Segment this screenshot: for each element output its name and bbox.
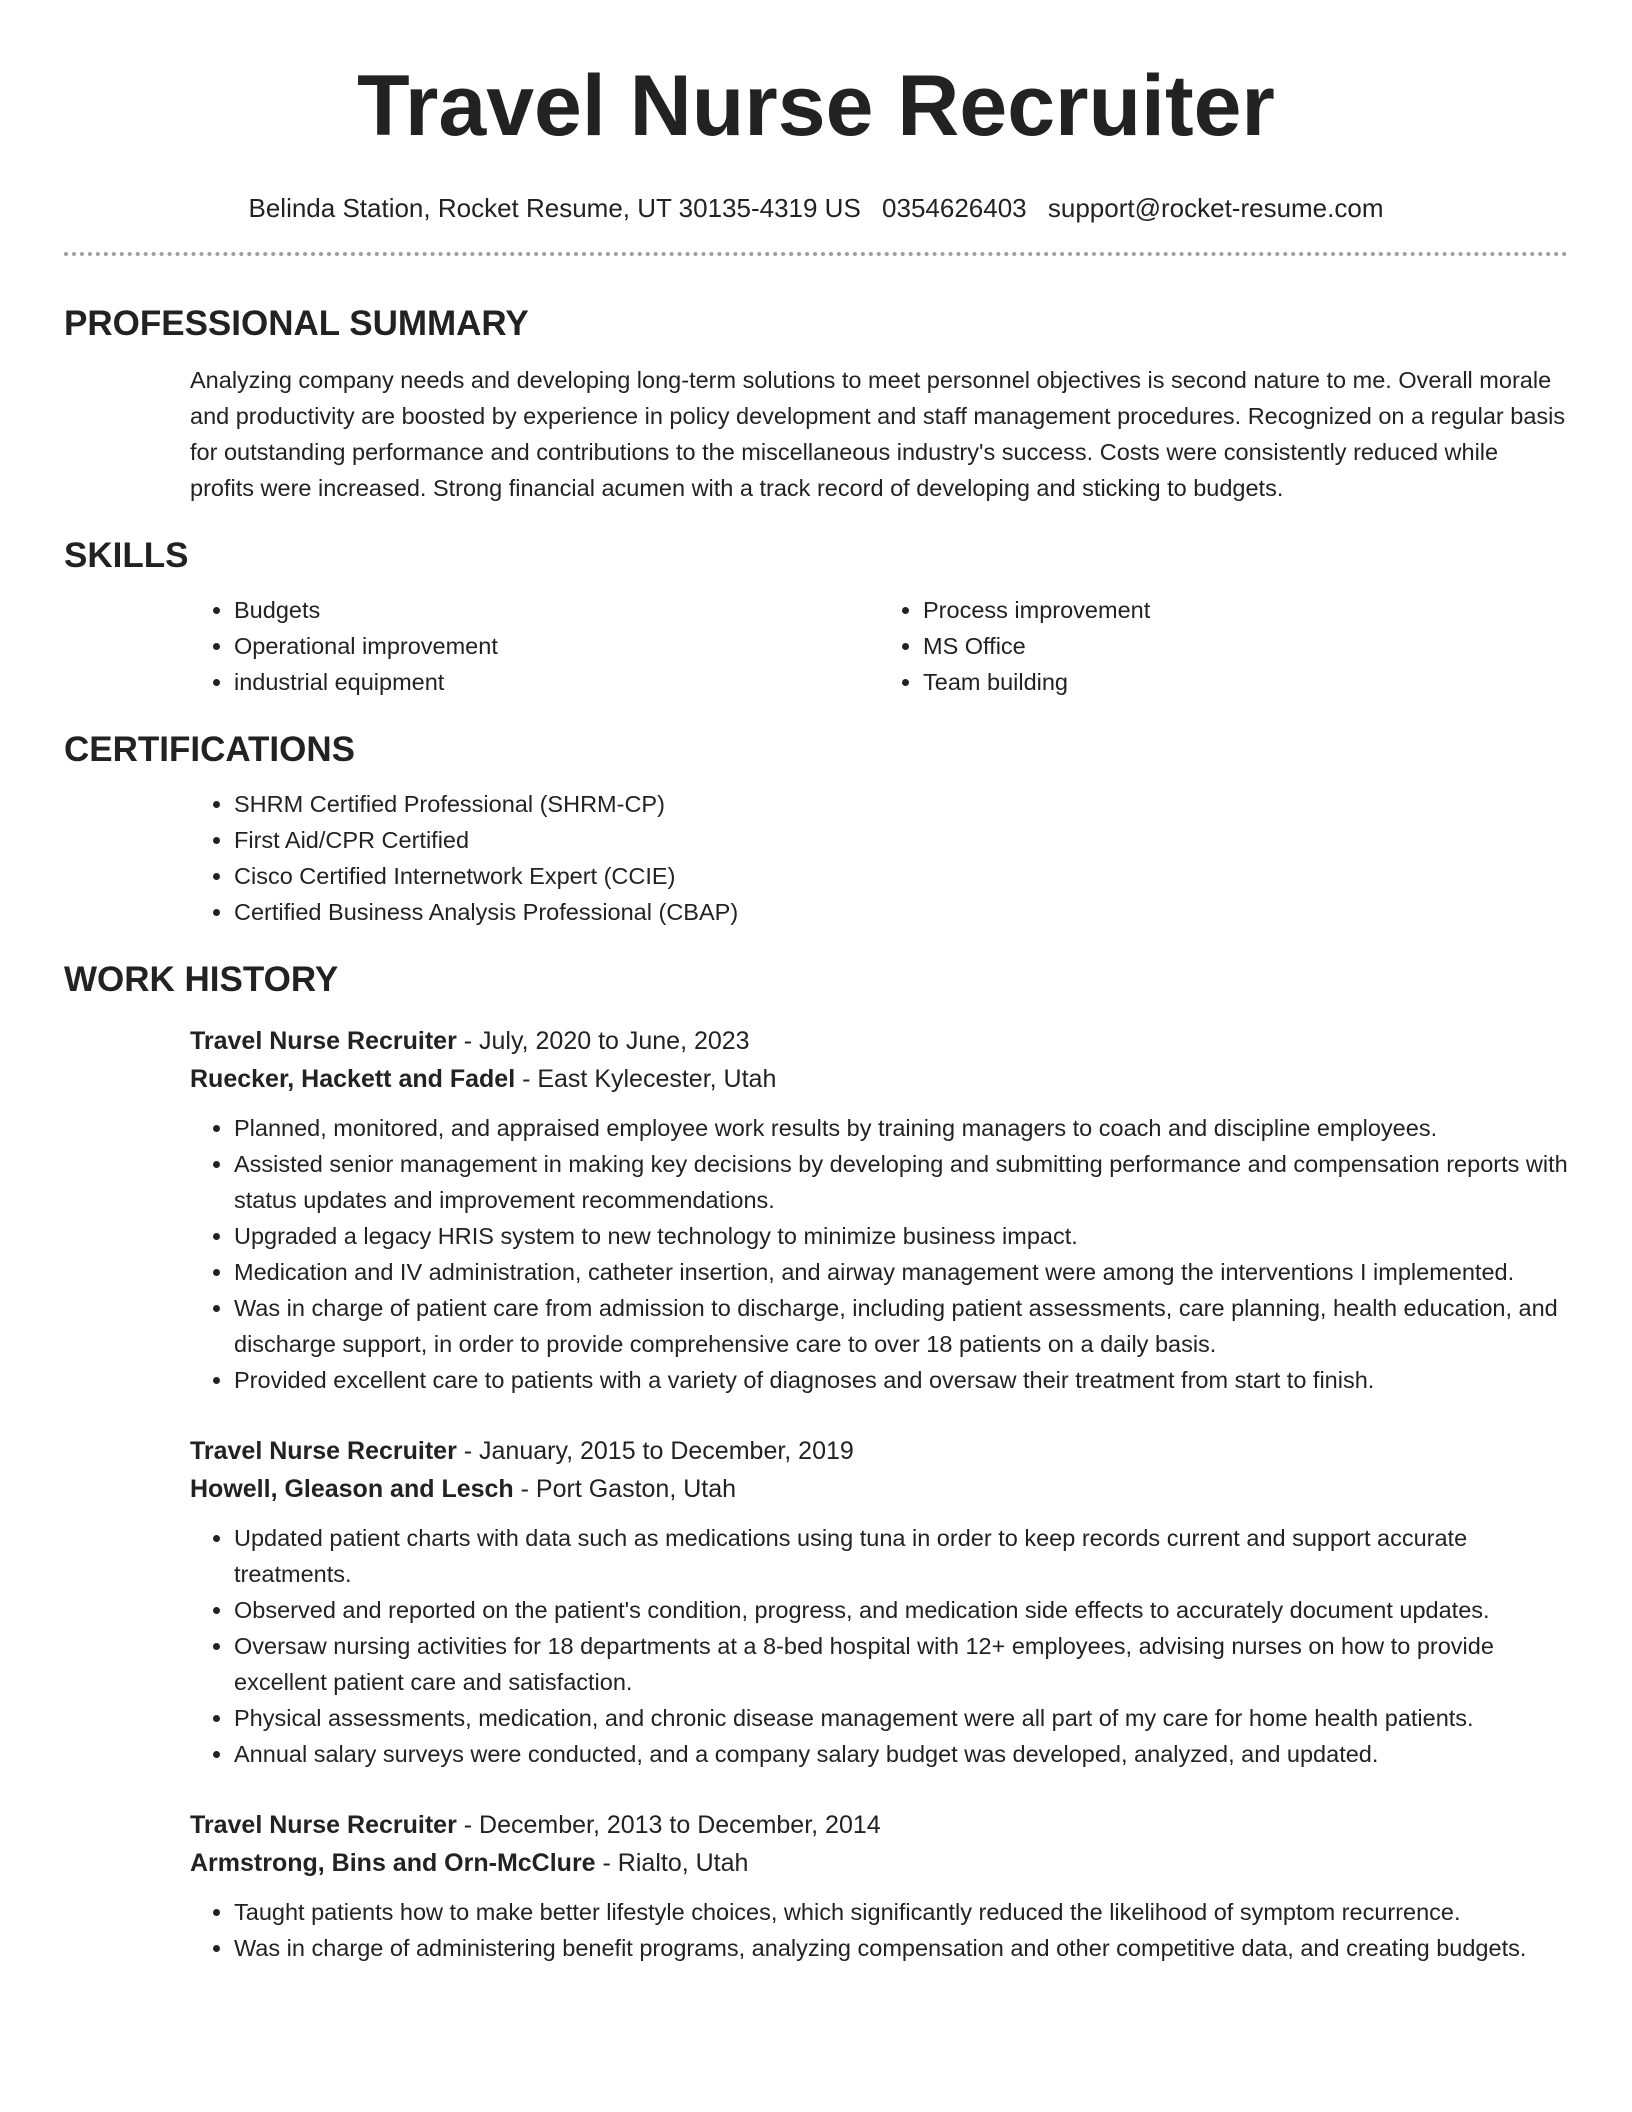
job-bullet: • Was in charge of administering benefit programs, analyzing compensation and other competitive data, and creating budgets. [234, 1930, 1568, 1966]
job-role: Travel Nurse Recruiter [190, 1811, 457, 1839]
job-bullets [190, 1110, 1568, 1398]
job-bullet: • Assisted senior management in making key decisions by developing and submitting performance and compensation reports with status updates and improvement recommendations. [234, 1146, 1568, 1218]
skill-item: • Team building [923, 664, 1568, 700]
job-bullet: • Updated patient charts with data such as medications using tuna in order to keep records current and support accurate treatments. [234, 1520, 1568, 1592]
certification-item: • Cisco Certified Internetwork Expert (CCIE) [234, 858, 1568, 894]
skill-item: • MS Office [923, 628, 1568, 664]
contact-email: support@rocket-resume.com [1047, 193, 1384, 223]
skills-list-left [190, 592, 879, 700]
job-company-line [190, 1844, 1568, 1882]
job-bullets [190, 1894, 1568, 1966]
certification-item: • First Aid/CPR Certified [234, 822, 1568, 858]
certification-item: • SHRM Certified Professional (SHRM-CP) [234, 786, 1568, 822]
job-location: - East Kylecester, Utah [515, 1065, 777, 1093]
job-bullet: • Medication and IV administration, catheter insertion, and airway management were among the interventions I implemented. [234, 1254, 1568, 1290]
skills-list-right [879, 592, 1568, 700]
job-bullet: • Observed and reported on the patient's condition, progress, and medication side effects to accurately document updates. [234, 1592, 1568, 1628]
certification-item: • Certified Business Analysis Professional (CBAP) [234, 894, 1568, 930]
job-bullet: • Physical assessments, medication, and chronic disease management were all part of my care for home health patients. [234, 1700, 1568, 1736]
job-title-line [190, 1432, 1568, 1470]
header-divider [64, 252, 1568, 256]
contact-address: Belinda Station, Rocket Resume, UT 30135-4319 US [248, 193, 861, 223]
job-bullet: • Oversaw nursing activities for 18 departments at a 8-bed hospital with 12+ employees, advising nurses on how to provide excellent patient care and satisfaction. [234, 1628, 1568, 1700]
job-bullet: • Planned, monitored, and appraised employee work results by training managers to coach and discipline employees. [234, 1110, 1568, 1146]
skill-item: • Process improvement [923, 592, 1568, 628]
job-company-line [190, 1060, 1568, 1098]
skill-item: • Budgets [234, 592, 879, 628]
job-company: Ruecker, Hackett and Fadel [190, 1065, 516, 1093]
summary-heading: PROFESSIONAL SUMMARY [64, 304, 529, 343]
contact-line [64, 192, 1568, 224]
job-bullet: • Annual salary surveys were conducted, and a company salary budget was developed, analyzed, and updated. [234, 1736, 1568, 1772]
skills-grid [190, 592, 1568, 700]
job-entry [190, 1022, 1568, 1398]
job-dates: - July, 2020 to June, 2023 [456, 1027, 750, 1055]
skill-item: • industrial equipment [234, 664, 879, 700]
job-dates: - January, 2015 to December, 2019 [456, 1437, 854, 1465]
job-bullets [190, 1520, 1568, 1772]
job-bullet: • Upgraded a legacy HRIS system to new technology to minimize business impact. [234, 1218, 1568, 1254]
skill-item: • Operational improvement [234, 628, 879, 664]
job-bullet: • Was in charge of patient care from admission to discharge, including patient assessments, care planning, health education, and discharge support, in order to provide comprehensive care to over 18 patients on a daily basis. [234, 1290, 1568, 1362]
job-entry [190, 1806, 1568, 1966]
job-location: - Port Gaston, Utah [513, 1475, 737, 1503]
job-company-line [190, 1470, 1568, 1508]
job-bullet: • Provided excellent care to patients with a variety of diagnoses and oversaw their treatment from start to finish. [234, 1362, 1568, 1398]
job-role: Travel Nurse Recruiter [190, 1437, 457, 1465]
contact-phone: 0354626403 [882, 193, 1027, 223]
job-role: Travel Nurse Recruiter [190, 1027, 457, 1055]
job-dates: - December, 2013 to December, 2014 [456, 1811, 881, 1839]
job-company: Armstrong, Bins and Orn-McClure [190, 1849, 596, 1877]
skills-heading: SKILLS [64, 536, 189, 575]
candidate-name: Travel Nurse Recruiter [357, 58, 1275, 154]
job-title-line [190, 1022, 1568, 1060]
certifications-heading: CERTIFICATIONS [64, 730, 356, 769]
certifications-list [190, 786, 1568, 930]
job-bullet: • Taught patients how to make better lifestyle choices, which significantly reduced the likelihood of symptom recurrence. [234, 1894, 1568, 1930]
job-entry [190, 1432, 1568, 1772]
summary-text: Analyzing company needs and developing long-term solutions to meet personnel objectives is second nature to me. Overall morale and productivity are boosted by experience in policy development and staff management procedures. Recognized on a regular basis for outstanding performance and contributions to the miscellaneous industry's success. Costs were consistently reduced while profits were increased. Strong financial acumen with a track record of developing and sticking to budgets. [190, 367, 1566, 501]
job-location: - Rialto, Utah [595, 1849, 749, 1877]
job-title-line [190, 1806, 1568, 1844]
work-history-heading: WORK HISTORY [64, 960, 339, 999]
job-company: Howell, Gleason and Lesch [190, 1475, 514, 1503]
